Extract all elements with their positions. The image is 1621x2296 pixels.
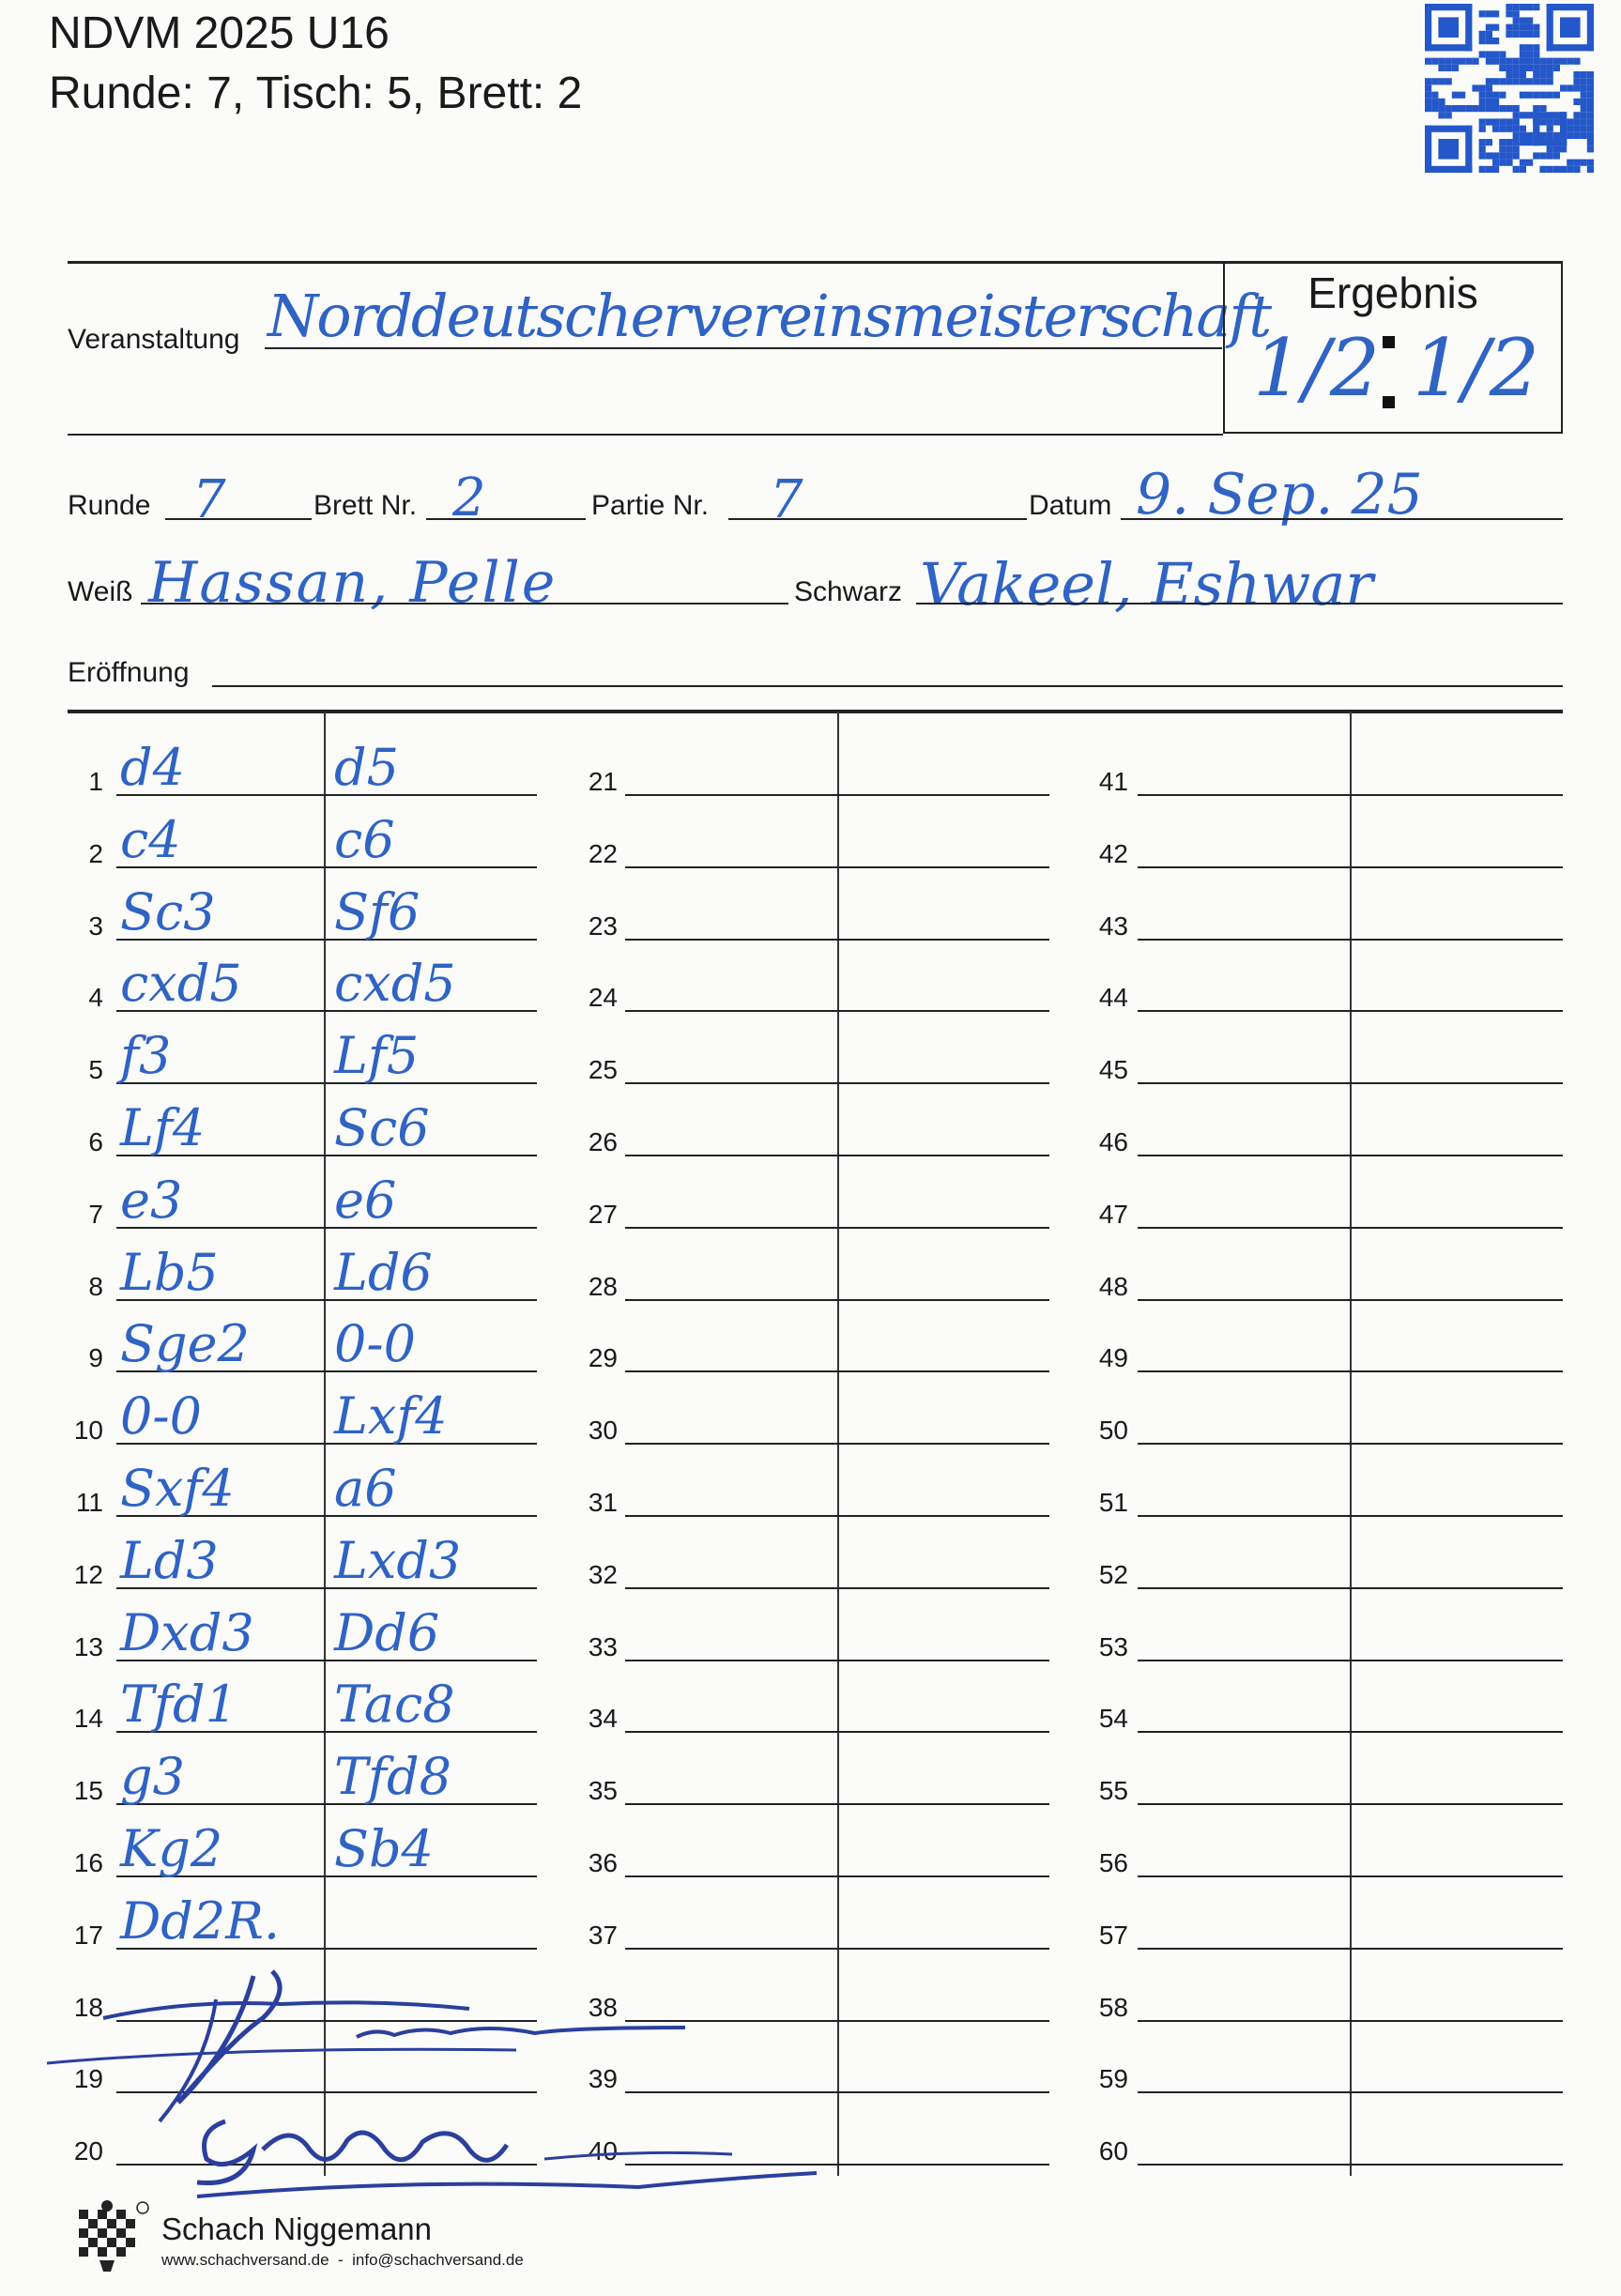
move-number: 53: [1098, 1631, 1128, 1661]
move-number: 10: [73, 1416, 103, 1446]
move-number: 21: [588, 767, 618, 796]
black-move-line: [837, 1299, 1049, 1301]
white-move-line: [1138, 1299, 1350, 1301]
move-number: 45: [1098, 1055, 1128, 1085]
black-move-line: [837, 1155, 1049, 1156]
move-number: 11: [75, 1488, 103, 1517]
move-number: 15: [73, 1776, 103, 1806]
white-move: Tfd1: [120, 1675, 237, 1735]
white-move-line: [625, 1875, 837, 1877]
black-move-line: [1350, 1010, 1563, 1012]
black-move-line: [837, 1082, 1049, 1084]
white-move: Lf4: [120, 1098, 206, 1157]
black-move: Sf6: [334, 881, 421, 941]
black-move-line: [837, 1010, 1049, 1012]
result-colon-bottom: [1383, 396, 1395, 408]
date-underline: [1121, 518, 1563, 520]
white-move-line: [1138, 1803, 1350, 1805]
white-move-line: [1138, 2020, 1350, 2022]
black-move-line: [1350, 1155, 1563, 1156]
move-number: 9: [88, 1343, 103, 1373]
black-move-line: [837, 794, 1049, 796]
black-move: 0-0: [334, 1314, 416, 1374]
move-number: 25: [588, 1055, 618, 1085]
black-move: Lf5: [334, 1026, 420, 1086]
black-move-line: [1350, 2091, 1563, 2093]
move-number: 13: [73, 1631, 103, 1661]
black-move-line: [1350, 1803, 1563, 1805]
black-move-line: [1350, 1660, 1563, 1661]
move-number: 4: [88, 983, 103, 1013]
black-move-line: [1350, 1515, 1563, 1517]
move-number: 2: [88, 838, 103, 868]
black-move-line: [1350, 1875, 1563, 1877]
black-move-line: [1350, 939, 1563, 941]
white-move-line: [1138, 1227, 1350, 1229]
move-number: 54: [1098, 1704, 1128, 1734]
white-move: cxd5: [120, 954, 242, 1014]
white-move-line: [625, 1082, 837, 1084]
white-move-line: [625, 1660, 837, 1661]
white-move-line: [625, 939, 837, 941]
white-move-line: [625, 1370, 837, 1372]
white-move-line: [1138, 866, 1350, 868]
white-value: Hassan, Pelle: [148, 550, 558, 616]
black-move-line: [837, 1948, 1049, 1950]
event-underline: [265, 347, 1222, 349]
white-move: Sc3: [120, 881, 216, 941]
move-number: 52: [1098, 1559, 1128, 1589]
date-value: 9. Sep. 25: [1136, 462, 1423, 528]
game-label: Partie Nr.: [591, 490, 710, 521]
move-number: 56: [1098, 1848, 1128, 1877]
white-move: c4: [120, 809, 181, 869]
brand-contact: www.schachversand.de - info@schachversand.de: [161, 2251, 524, 2269]
white-move-line: [625, 1010, 837, 1012]
black-move-line: [837, 1587, 1049, 1589]
black-move: Tac8: [334, 1675, 455, 1735]
move-number: 19: [73, 2064, 103, 2094]
black-move: d5: [334, 738, 399, 797]
move-number: 3: [88, 911, 103, 941]
white-move-line: [1138, 1155, 1350, 1156]
black-move-line: [1350, 1082, 1563, 1084]
move-number: 35: [588, 1776, 618, 1806]
event-label: Veranstaltung: [68, 324, 240, 355]
move-number: 14: [73, 1704, 103, 1734]
white-move-line: [625, 1299, 837, 1301]
black-move-line: [1350, 866, 1563, 868]
move-number: 47: [1098, 1199, 1128, 1229]
round-underline: [165, 518, 312, 520]
move-number: 24: [588, 983, 618, 1013]
white-label: Weiß: [68, 576, 133, 607]
black-move-line: [1350, 1731, 1563, 1733]
white-move-line: [625, 1443, 837, 1445]
white-move-line: [1138, 1875, 1350, 1877]
move-number: 55: [1098, 1776, 1128, 1806]
white-move-line: [625, 1155, 837, 1156]
black-move-line: [837, 2091, 1049, 2093]
white-move-line: [625, 1803, 837, 1805]
white-move: Dd2R.: [120, 1890, 281, 1951]
white-move: e3: [120, 1170, 183, 1230]
black-move: Sb4: [334, 1819, 434, 1878]
black-move-line: [837, 939, 1049, 941]
chess-logo-icon: [73, 2200, 150, 2273]
sheet-title: NDVM 2025 U16: [49, 8, 390, 58]
board-underline: [426, 518, 586, 520]
white-move-line: [1138, 1731, 1350, 1733]
black-move-line: [837, 1803, 1049, 1805]
move-number: 37: [588, 1920, 618, 1950]
white-move-line: [1138, 1082, 1350, 1084]
white-move-line: [1138, 1010, 1350, 1012]
qr-code-icon: [1425, 4, 1594, 173]
black-move: Ld6: [334, 1242, 433, 1302]
white-move: Lb5: [120, 1242, 219, 1302]
black-move-line: [1350, 1948, 1563, 1950]
black-move-line: [837, 1443, 1049, 1445]
move-number: 58: [1098, 1992, 1128, 2022]
black-move-line: [837, 1731, 1049, 1733]
white-move: Ld3: [120, 1530, 219, 1590]
move-number: 48: [1098, 1271, 1128, 1301]
move-number: 20: [73, 2136, 103, 2166]
sheet-subtitle: Runde: 7, Tisch: 5, Brett: 2: [49, 69, 583, 118]
white-move-line: [1138, 1515, 1350, 1517]
white-move-line: [1138, 2164, 1350, 2166]
round-label: Runde: [68, 490, 151, 521]
move-number: 5: [88, 1055, 103, 1085]
black-move-line: [1350, 1299, 1563, 1301]
white-move-line: [625, 1515, 837, 1517]
white-move: Dxd3: [120, 1602, 254, 1662]
black-move-line: [1350, 1370, 1563, 1372]
white-underline: [141, 603, 788, 605]
black-move-line: [837, 1370, 1049, 1372]
black-move-line: [1350, 794, 1563, 796]
black-underline: [916, 603, 1563, 605]
move-number: 27: [588, 1199, 618, 1229]
white-move-line: [1138, 1948, 1350, 1950]
move-number: 28: [588, 1271, 618, 1301]
black-move-line: [837, 2020, 1049, 2022]
move-number: 12: [73, 1559, 103, 1589]
move-number: 50: [1098, 1416, 1128, 1446]
white-move: g3: [120, 1747, 185, 1807]
opening-underline: [212, 685, 1563, 687]
move-number: 31: [588, 1488, 618, 1517]
black-move-line: [1350, 2020, 1563, 2022]
black-move-line: [837, 1515, 1049, 1517]
white-move-line: [1138, 939, 1350, 941]
black-label: Schwarz: [794, 576, 903, 607]
black-move: Tfd8: [334, 1747, 451, 1807]
move-number: 18: [73, 1992, 103, 2022]
white-move-line: [625, 866, 837, 868]
black-move-line: [837, 1227, 1049, 1229]
event-bottom-rule: [68, 434, 1223, 436]
black-move: cxd5: [334, 954, 456, 1014]
move-number: 8: [88, 1271, 103, 1301]
move-number: 49: [1098, 1343, 1128, 1373]
move-number: 23: [588, 911, 618, 941]
move-number: 32: [588, 1559, 618, 1589]
opening-label: Eröffnung: [68, 657, 190, 688]
move-number: 59: [1098, 2064, 1128, 2094]
move-number: 34: [588, 1704, 618, 1734]
black-move: e6: [334, 1170, 397, 1230]
black-signature: [169, 2084, 845, 2225]
move-number: 40: [588, 2136, 618, 2166]
round-value: 7: [192, 469, 226, 530]
move-number: 30: [588, 1416, 618, 1446]
game-value: 7: [770, 469, 803, 530]
result-colon-top: [1383, 336, 1395, 348]
board-label: Brett Nr.: [313, 490, 418, 521]
move-number: 43: [1098, 911, 1128, 941]
date-label: Datum: [1029, 490, 1112, 521]
black-move: Lxf4: [334, 1386, 448, 1446]
black-move-line: [837, 1660, 1049, 1661]
move-number: 38: [588, 1992, 618, 2022]
white-move-line: [1138, 1587, 1350, 1589]
white-move: Sge2: [120, 1314, 250, 1374]
white-move: d4: [120, 738, 185, 797]
white-move-line: [625, 794, 837, 796]
brand-name: Schach Niggemann: [161, 2212, 433, 2246]
black-move-line: [837, 2164, 1049, 2166]
black-value: Vakeel, Eshwar: [920, 550, 1373, 619]
black-move: Dd6: [334, 1602, 440, 1662]
white-move-line: [625, 1587, 837, 1589]
move-number: 26: [588, 1127, 618, 1156]
black-move: c6: [334, 809, 395, 869]
black-move-line: [1350, 2164, 1563, 2166]
black-move: Lxd3: [334, 1530, 462, 1590]
result-white: 1/2: [1253, 322, 1381, 414]
move-number: 17: [73, 1920, 103, 1950]
move-number: 1: [88, 767, 103, 796]
black-move-line: [1350, 1443, 1563, 1445]
white-move-line: [1138, 1443, 1350, 1445]
white-move: Kg2: [120, 1819, 223, 1878]
white-move: f3: [120, 1026, 172, 1086]
move-number: 33: [588, 1631, 618, 1661]
result-black: 1/2: [1413, 322, 1540, 414]
black-move: Sc6: [334, 1098, 430, 1157]
move-number: 51: [1098, 1488, 1128, 1517]
move-number: 22: [588, 838, 618, 868]
white-move: Sxf4: [120, 1459, 235, 1518]
move-number: 42: [1098, 838, 1128, 868]
result-label: Ergebnis: [1308, 268, 1478, 317]
white-move-line: [1138, 1370, 1350, 1372]
result-box: [1223, 261, 1563, 434]
white-move-line: [1138, 794, 1350, 796]
move-number: 60: [1098, 2136, 1128, 2166]
white-move-line: [1138, 1660, 1350, 1661]
move-number: 6: [88, 1127, 103, 1156]
black-move-line: [837, 1875, 1049, 1877]
white-move-line: [625, 1731, 837, 1733]
game-underline: [728, 518, 1027, 520]
move-number: 39: [588, 2064, 618, 2094]
black-move-line: [1350, 1587, 1563, 1589]
white-move-line: [1138, 2091, 1350, 2093]
move-number: 57: [1098, 1920, 1128, 1950]
white-move-line: [625, 1227, 837, 1229]
move-number: 7: [88, 1199, 103, 1229]
black-move: a6: [334, 1459, 397, 1518]
move-number: 44: [1098, 983, 1128, 1013]
movetable-top-rule: [68, 710, 1563, 713]
black-move-line: [1350, 1227, 1563, 1229]
event-value: Norddeutschervereinsmeisterschaft: [268, 282, 1271, 350]
white-move: 0-0: [120, 1386, 202, 1446]
move-number: 41: [1098, 767, 1128, 796]
move-number: 29: [588, 1343, 618, 1373]
move-number: 36: [588, 1848, 618, 1877]
black-move-line: [837, 866, 1049, 868]
board-value: 2: [452, 467, 486, 528]
move-number: 16: [73, 1848, 103, 1877]
move-number: 46: [1098, 1127, 1128, 1156]
